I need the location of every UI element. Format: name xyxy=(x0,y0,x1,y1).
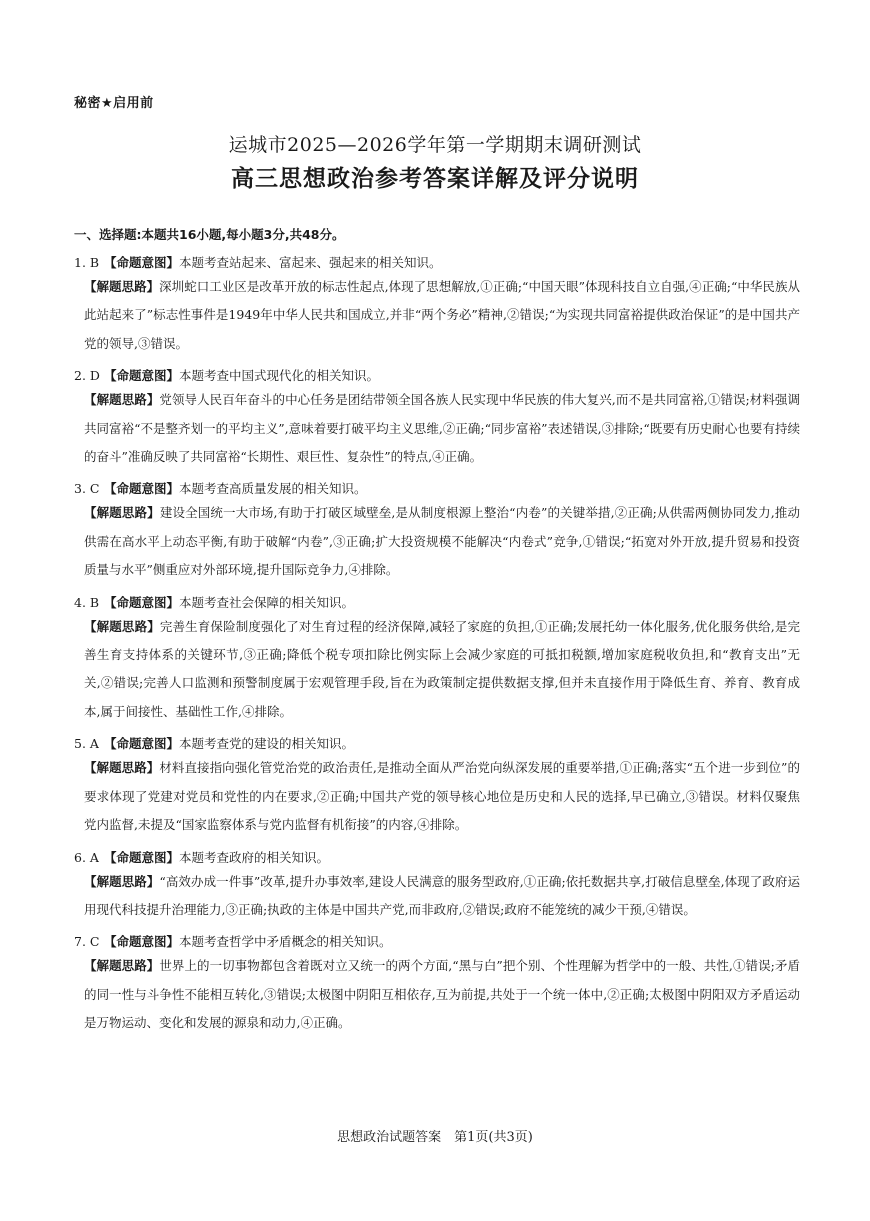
question-block xyxy=(74,366,800,471)
analysis-label: 【解题思路】 xyxy=(84,618,160,634)
question-block xyxy=(74,253,800,358)
analysis-text: 党领导人民百年奋斗的中心任务是团结带领全国各族人民实现中华民族的伟大复兴,而不是共同富裕,①错误;材料强调共同富裕“不是整齐划一的平均主义”,意味着要打破平均主义思维,②正确;“同步富裕”表述错误,③排除;“既要有历史耐心也要有持续的奋斗”准确反映了共同富裕“长期性、艰巨性、复杂性”的特点,④正确。 xyxy=(84,392,800,465)
question-number-answer: 7. C xyxy=(74,934,100,950)
intent-text: 本题考查站起来、富起来、强起来的相关知识。 xyxy=(179,255,442,270)
intent-label: 【命题意图】 xyxy=(103,594,179,610)
question-number-answer: 6. A xyxy=(74,849,99,865)
intent-label: 【命题意图】 xyxy=(103,481,179,497)
question-block xyxy=(74,848,800,925)
question-number-answer: 1. B xyxy=(74,255,100,270)
intent-text: 本题考查党的建设的相关知识。 xyxy=(179,736,355,752)
analysis-text: 深圳蛇口工业区是改革开放的标志性起点,体现了思想解放,①正确;“中国天眼”体现科技自立自强,④正确;“中华民族从此站起来了”标志性事件是1949年中华人民共和国成立,并非“两个务必”精神,②错误;“为实现共同富裕提供政治保证”的是中国共产党的领导,③错误。 xyxy=(84,279,800,351)
intent-text: 本题考查哲学中矛盾概念的相关知识。 xyxy=(179,934,392,950)
analysis-text: 完善生育保险制度强化了对生育过程的经济保障,减轻了家庭的负担,①正确;发展托幼一体化服务,优化服务供给,是完善生育支持体系的关键环节,③正确;降低个税专项扣除比例实际上会减少家庭的可抵扣税额,增加家庭税收负担,和“教育支出”无关,②错误;完善人口监测和预警制度属于宏观管理手段,旨在为政策制定提供数据支撑,但并未直接作用于降低生育、养育、教育成本,属于间接性、基础性工作,④排除。 xyxy=(84,618,800,719)
intent-label: 【命题意图】 xyxy=(103,255,179,270)
intent-text: 本题考查社会保障的相关知识。 xyxy=(179,594,355,610)
intent-label: 【命题意图】 xyxy=(103,849,179,865)
intent-text: 本题考查中国式现代化的相关知识。 xyxy=(179,368,380,384)
analysis-text: “高效办成一件事”改革,提升办事效率,建设人民满意的服务型政府,①正确;依托数据共享,打破信息壁垒,体现了政府运用现代科技提升治理能力,③正确;执政的主体是中国共产党,而非政府,②错误;政府不能笼统的减少干预,④错误。 xyxy=(84,873,800,917)
question-header xyxy=(74,734,800,754)
question-number-answer: 3. C xyxy=(74,481,100,497)
analysis-paragraph xyxy=(74,952,800,1037)
question-header xyxy=(74,593,800,613)
analysis-paragraph xyxy=(74,754,800,839)
document-title: 高三思想政治参考答案详解及评分说明 xyxy=(231,166,639,192)
analysis-paragraph xyxy=(74,273,800,358)
question-number-answer: 5. A xyxy=(74,736,99,752)
analysis-label: 【解题思路】 xyxy=(84,392,160,408)
intent-text: 本题考查政府的相关知识。 xyxy=(179,849,330,865)
question-number-answer: 4. B xyxy=(74,594,100,610)
intent-label: 【命题意图】 xyxy=(103,934,179,950)
confidential-mark: 秘密★启用前 xyxy=(74,96,154,111)
analysis-label: 【解题思路】 xyxy=(84,505,160,521)
analysis-label: 【解题思路】 xyxy=(84,760,160,776)
analysis-paragraph xyxy=(74,613,800,727)
question-block xyxy=(74,734,800,839)
question-block xyxy=(74,932,800,1037)
question-header xyxy=(74,366,800,386)
question-header xyxy=(74,479,800,499)
analysis-paragraph xyxy=(74,499,800,584)
question-header xyxy=(74,848,800,868)
analysis-text: 建设全国统一大市场,有助于打破区域壁垒,是从制度根源上整治“内卷”的关键举措,②正确;从供需两侧协同发力,推动供需在高水平上动态平衡,有助于破解“内卷”,③正确;扩大投资规模不能解决“内卷式”竞争,①错误;“拓宽对外开放,提升贸易和投资质量与水平”侧重应对外部环境,提升国际竞争力,④排除。 xyxy=(84,505,800,578)
analysis-label: 【解题思路】 xyxy=(84,958,160,974)
analysis-paragraph xyxy=(74,386,800,471)
question-block xyxy=(74,479,800,584)
page-footer: 思想政治试题答案 第1页(共3页) xyxy=(337,1130,533,1145)
question-header xyxy=(74,253,800,273)
question-number-answer: 2. D xyxy=(74,368,100,384)
answer-content xyxy=(74,225,800,1038)
intent-label: 【命题意图】 xyxy=(103,368,179,384)
intent-label: 【命题意图】 xyxy=(103,736,179,752)
analysis-text: 材料直接指向强化管党治党的政治责任,是推动全面从严治党向纵深发展的重要举措,①正确;落实“五个进一步到位”的要求体现了党建对党员和党性的内在要求,②正确;中国共产党的领导核心地位是历史和人民的选择,早已确立,③错误。材料仅聚焦党内监督,未提及“国家监察体系与党内监督有机衔接”的内容,④排除。 xyxy=(84,760,800,833)
section-title: 一、选择题:本题共16小题,每小题3分,共48分。 xyxy=(74,227,345,242)
exam-title: 运城市2025—2026学年第一学期期末调研测试 xyxy=(228,134,642,156)
intent-text: 本题考查高质量发展的相关知识。 xyxy=(179,481,367,497)
analysis-text: 世界上的一切事物都包含着既对立又统一的两个方面,“黑与白”把个别、个性理解为哲学中的一般、共性,①错误;矛盾的同一性与斗争性不能相互转化,③错误;太极图中阴阳互相依存,互为前提,共处于一个统一体中,②正确;太极图中阴阳双方矛盾运动是万物运动、变化和发展的源泉和动力,④正确。 xyxy=(84,958,800,1031)
question-header xyxy=(74,932,800,952)
analysis-label: 【解题思路】 xyxy=(84,279,160,294)
question-block xyxy=(74,593,800,727)
analysis-label: 【解题思路】 xyxy=(84,873,160,889)
analysis-paragraph xyxy=(74,868,800,925)
